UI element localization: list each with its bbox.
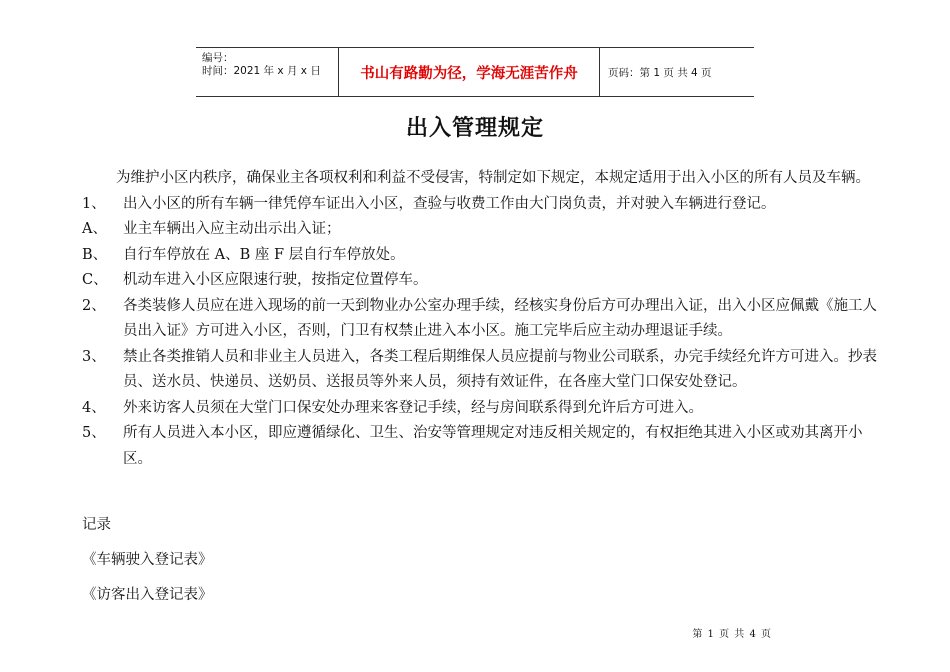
rule-item (82, 421, 882, 472)
rule-text: 业主车辆出入应主动出示出入证； (123, 221, 341, 237)
rule-text: 禁止各类推销人员和非业主人员进入，各类工程后期维保人员应提前与物业公司联系，办完手续经允许方可进入。抄表员、送水员、快递员、送奶员、送报员等外来人员，须持有效证件，在各座大堂门口保安处登记。 (123, 348, 877, 390)
rule-text: 自行车停放在 A、B 座 F 层自行车停放处。 (123, 246, 405, 263)
rule-text: 机动车进入小区应限速行驶，按指定位置停车。 (123, 272, 428, 288)
rule-label: 5、 (82, 425, 106, 441)
rule-item (82, 294, 882, 345)
document-body (82, 166, 882, 472)
rule-item (82, 345, 882, 396)
intro-paragraph: 为维护小区内秩序，确保业主各项权利和利益不受侵害，特制定如下规定，本规定适用于出入小区的所有人员及车辆。 (116, 170, 870, 186)
rule-item (82, 396, 882, 422)
records-heading: 记录 (82, 517, 111, 533)
header-page-number: 页码：第 1 页 共 4 页 (608, 66, 712, 79)
rule-text: 外来访客人员须在大堂门口保安处办理来客登记手续，经与房间联系得到允许后方可进入。 (123, 399, 703, 416)
rule-label: 3、 (82, 348, 106, 365)
rule-item (82, 217, 882, 243)
rule-label: 4、 (82, 399, 106, 416)
document-date: 时间：2021 年 x 月 x 日 (202, 65, 321, 77)
records-section (82, 508, 213, 613)
page-header (196, 47, 754, 97)
record-form-visitor: 《访客出入登记表》 (82, 587, 213, 603)
rule-item (82, 268, 882, 294)
rule-item (82, 192, 882, 218)
document-title: 出入管理规定 (405, 116, 544, 141)
rule-text: 各类装修人员应在进入现场的前一天到物业办公室办理手续，经核实身份后方可办理出入证，出入小区应佩戴《施工人员出入证》方可进入小区，否则，门卫有权禁止进入本小区。施工完毕后应主动办理退证手续。 (123, 297, 877, 339)
rule-text: 出入小区的所有车辆一律凭停车证出入小区，查验与收费工作由大门岗负责，并对驶入车辆进行登记。 (123, 195, 776, 212)
rule-label: B、 (82, 246, 108, 263)
header-info (196, 48, 338, 96)
document-number-label: 编号： (202, 52, 234, 64)
record-form-vehicle: 《车辆驶入登记表》 (82, 552, 213, 568)
header-slogan: 书山有路勤为径，学海无涯苦作舟 (338, 48, 600, 96)
rule-label: 1、 (82, 195, 106, 212)
rule-label: A、 (82, 221, 107, 237)
rule-item (82, 243, 882, 269)
page-footer: 第 1 页 共 4 页 (692, 629, 772, 640)
rule-text: 所有人员进入本小区，即应遵循绿化、卫生、治安等管理规定对违反相关规定的，有权拒绝其进入小区或劝其离开小区。 (123, 425, 863, 467)
rule-label: C、 (82, 272, 108, 288)
rule-label: 2、 (82, 297, 106, 314)
